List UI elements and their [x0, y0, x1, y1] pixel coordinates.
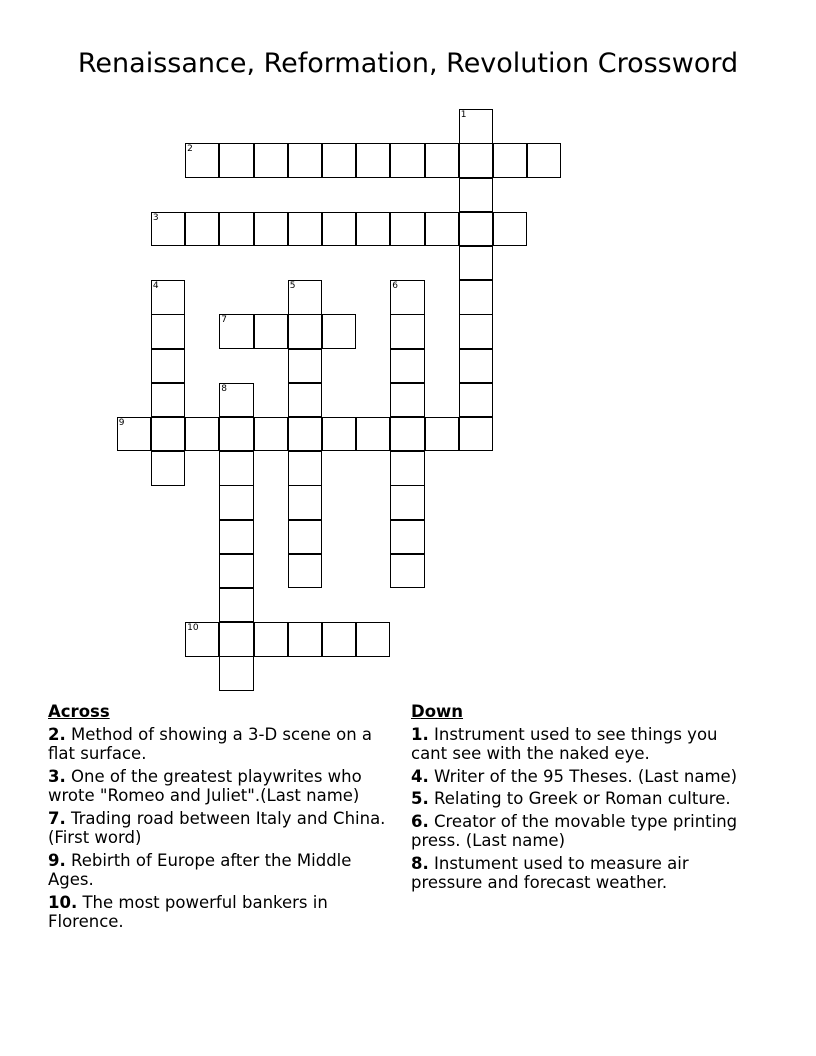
across-clues [48, 702, 386, 935]
crossword-cell[interactable] [254, 314, 288, 348]
crossword-cell[interactable] [254, 417, 288, 451]
crossword-cell[interactable] [288, 314, 322, 348]
crossword-cell[interactable] [185, 143, 219, 177]
crossword-cell[interactable] [288, 212, 322, 246]
crossword-cell[interactable] [219, 656, 253, 690]
crossword-cell[interactable] [219, 383, 253, 417]
crossword-cell[interactable] [151, 280, 185, 314]
clue-number: 8. [411, 853, 429, 873]
clue-text: Relating to Greek or Roman culture. [428, 789, 731, 808]
cell-number: 10 [187, 623, 199, 634]
clue-number: 3. [48, 766, 66, 786]
crossword-cell[interactable] [322, 212, 356, 246]
crossword-cell[interactable] [390, 349, 424, 383]
crossword-cell[interactable] [151, 417, 185, 451]
crossword-cell[interactable] [151, 349, 185, 383]
crossword-cell[interactable] [459, 246, 493, 280]
cell-number: 8 [221, 383, 228, 394]
crossword-cell[interactable] [185, 622, 219, 656]
crossword-cell[interactable] [219, 451, 253, 485]
clue-across-9 [48, 851, 386, 890]
crossword-cell[interactable] [185, 212, 219, 246]
crossword-cell[interactable] [151, 383, 185, 417]
crossword-cell[interactable] [390, 280, 424, 314]
clue-number: 4. [411, 766, 429, 786]
cell-number: 1 [460, 110, 467, 121]
crossword-cell[interactable] [425, 143, 459, 177]
crossword-cell[interactable] [288, 383, 322, 417]
crossword-cell[interactable] [288, 485, 322, 519]
crossword-cell[interactable] [151, 451, 185, 485]
crossword-cell[interactable] [219, 143, 253, 177]
crossword-cell[interactable] [527, 143, 561, 177]
clue-down-5 [411, 789, 756, 809]
crossword-cell[interactable] [219, 314, 253, 348]
clue-number: 9. [48, 850, 66, 870]
clue-number: 5. [411, 789, 429, 808]
crossword-cell[interactable] [493, 143, 527, 177]
crossword-cell[interactable] [390, 451, 424, 485]
crossword-cell[interactable] [493, 212, 527, 246]
crossword-cell[interactable] [219, 212, 253, 246]
crossword-cell[interactable] [356, 212, 390, 246]
cell-number: 4 [152, 281, 159, 292]
crossword-cell[interactable] [425, 417, 459, 451]
clue-across-2 [48, 725, 386, 764]
crossword-cell[interactable] [459, 143, 493, 177]
crossword-cell[interactable] [390, 485, 424, 519]
crossword-cell[interactable] [219, 622, 253, 656]
clue-text: The most powerful bankers in Florence. [48, 892, 328, 931]
crossword-cell[interactable] [219, 520, 253, 554]
crossword-cell[interactable] [219, 417, 253, 451]
crossword-cell[interactable] [322, 417, 356, 451]
crossword-cell[interactable] [356, 622, 390, 656]
crossword-cell[interactable] [288, 349, 322, 383]
clue-text: Instrument used to see things you cant see with the naked eye. [411, 724, 718, 763]
clue-down-8 [411, 854, 756, 893]
crossword-cell[interactable] [459, 417, 493, 451]
clue-text: Trading road between Italy and China. (First word) [48, 808, 386, 847]
crossword-cell[interactable] [151, 314, 185, 348]
crossword-cell[interactable] [459, 383, 493, 417]
crossword-cell[interactable] [390, 383, 424, 417]
cell-number: 3 [152, 212, 159, 223]
across-heading: Across [48, 702, 110, 721]
crossword-cell[interactable] [356, 143, 390, 177]
crossword-cell[interactable] [219, 485, 253, 519]
clue-across-3 [48, 767, 386, 806]
cell-number: 7 [221, 315, 228, 326]
crossword-cell[interactable] [459, 109, 493, 143]
crossword-cell[interactable] [151, 212, 185, 246]
crossword-cell[interactable] [459, 349, 493, 383]
clue-number: 10. [48, 892, 78, 912]
clue-across-10 [48, 893, 386, 932]
clue-text: Method of showing a 3-D scene on a flat surface. [48, 724, 373, 763]
crossword-cell[interactable] [425, 212, 459, 246]
crossword-cell[interactable] [288, 143, 322, 177]
crossword-cell[interactable] [288, 554, 322, 588]
crossword-cell[interactable] [288, 520, 322, 554]
crossword-cell[interactable] [459, 280, 493, 314]
crossword-cell[interactable] [322, 314, 356, 348]
clue-number: 1. [411, 724, 429, 744]
crossword-cell[interactable] [288, 417, 322, 451]
clue-text: Instument used to measure air pressure and forecast weather. [411, 853, 689, 892]
crossword-cell[interactable] [219, 588, 253, 622]
cell-number: 9 [118, 418, 125, 428]
down-heading: Down [411, 702, 464, 721]
crossword-cell[interactable] [254, 143, 288, 177]
page-title: Renaissance, Reformation, Revolution Crossword [77, 48, 739, 79]
clue-down-1 [411, 725, 756, 764]
cell-number: 2 [187, 144, 193, 155]
down-clues [411, 702, 756, 896]
clue-text: Writer of the 95 Theses. (Last name) [428, 766, 738, 786]
clue-number: 7. [48, 808, 66, 828]
crossword-cell[interactable] [322, 622, 356, 656]
clue-text: Rebirth of Europe after the Middle Ages. [48, 850, 352, 889]
crossword-cell[interactable] [254, 622, 288, 656]
crossword-cell[interactable] [459, 178, 493, 212]
crossword-cell[interactable] [356, 417, 390, 451]
clue-down-4 [411, 767, 756, 787]
crossword-cell[interactable] [459, 212, 493, 246]
crossword-cell[interactable] [390, 417, 424, 451]
crossword-cell[interactable] [390, 212, 424, 246]
clue-text: One of the greatest playwrites who wrote "Romeo and Juliet".(Last name) [48, 766, 362, 805]
crossword-cell[interactable] [390, 314, 424, 348]
crossword-cell[interactable] [117, 417, 151, 451]
cell-number: 5 [289, 281, 296, 292]
clue-across-7 [48, 809, 386, 848]
crossword-cell[interactable] [390, 143, 424, 177]
clue-number: 6. [411, 811, 429, 831]
crossword-cell[interactable] [390, 520, 424, 554]
crossword-cell[interactable] [390, 554, 424, 588]
crossword-cell[interactable] [185, 417, 219, 451]
clue-text: Creator of the movable type printing press. (Last name) [411, 811, 738, 850]
crossword-cell[interactable] [219, 554, 253, 588]
crossword-cell[interactable] [288, 451, 322, 485]
clue-number: 2. [48, 724, 66, 744]
crossword-cell[interactable] [322, 143, 356, 177]
crossword-cell[interactable] [288, 622, 322, 656]
clue-down-6 [411, 812, 756, 851]
crossword-cell[interactable] [459, 314, 493, 348]
cell-number: 6 [392, 281, 399, 292]
crossword-cell[interactable] [288, 280, 322, 314]
crossword-cell[interactable] [254, 212, 288, 246]
